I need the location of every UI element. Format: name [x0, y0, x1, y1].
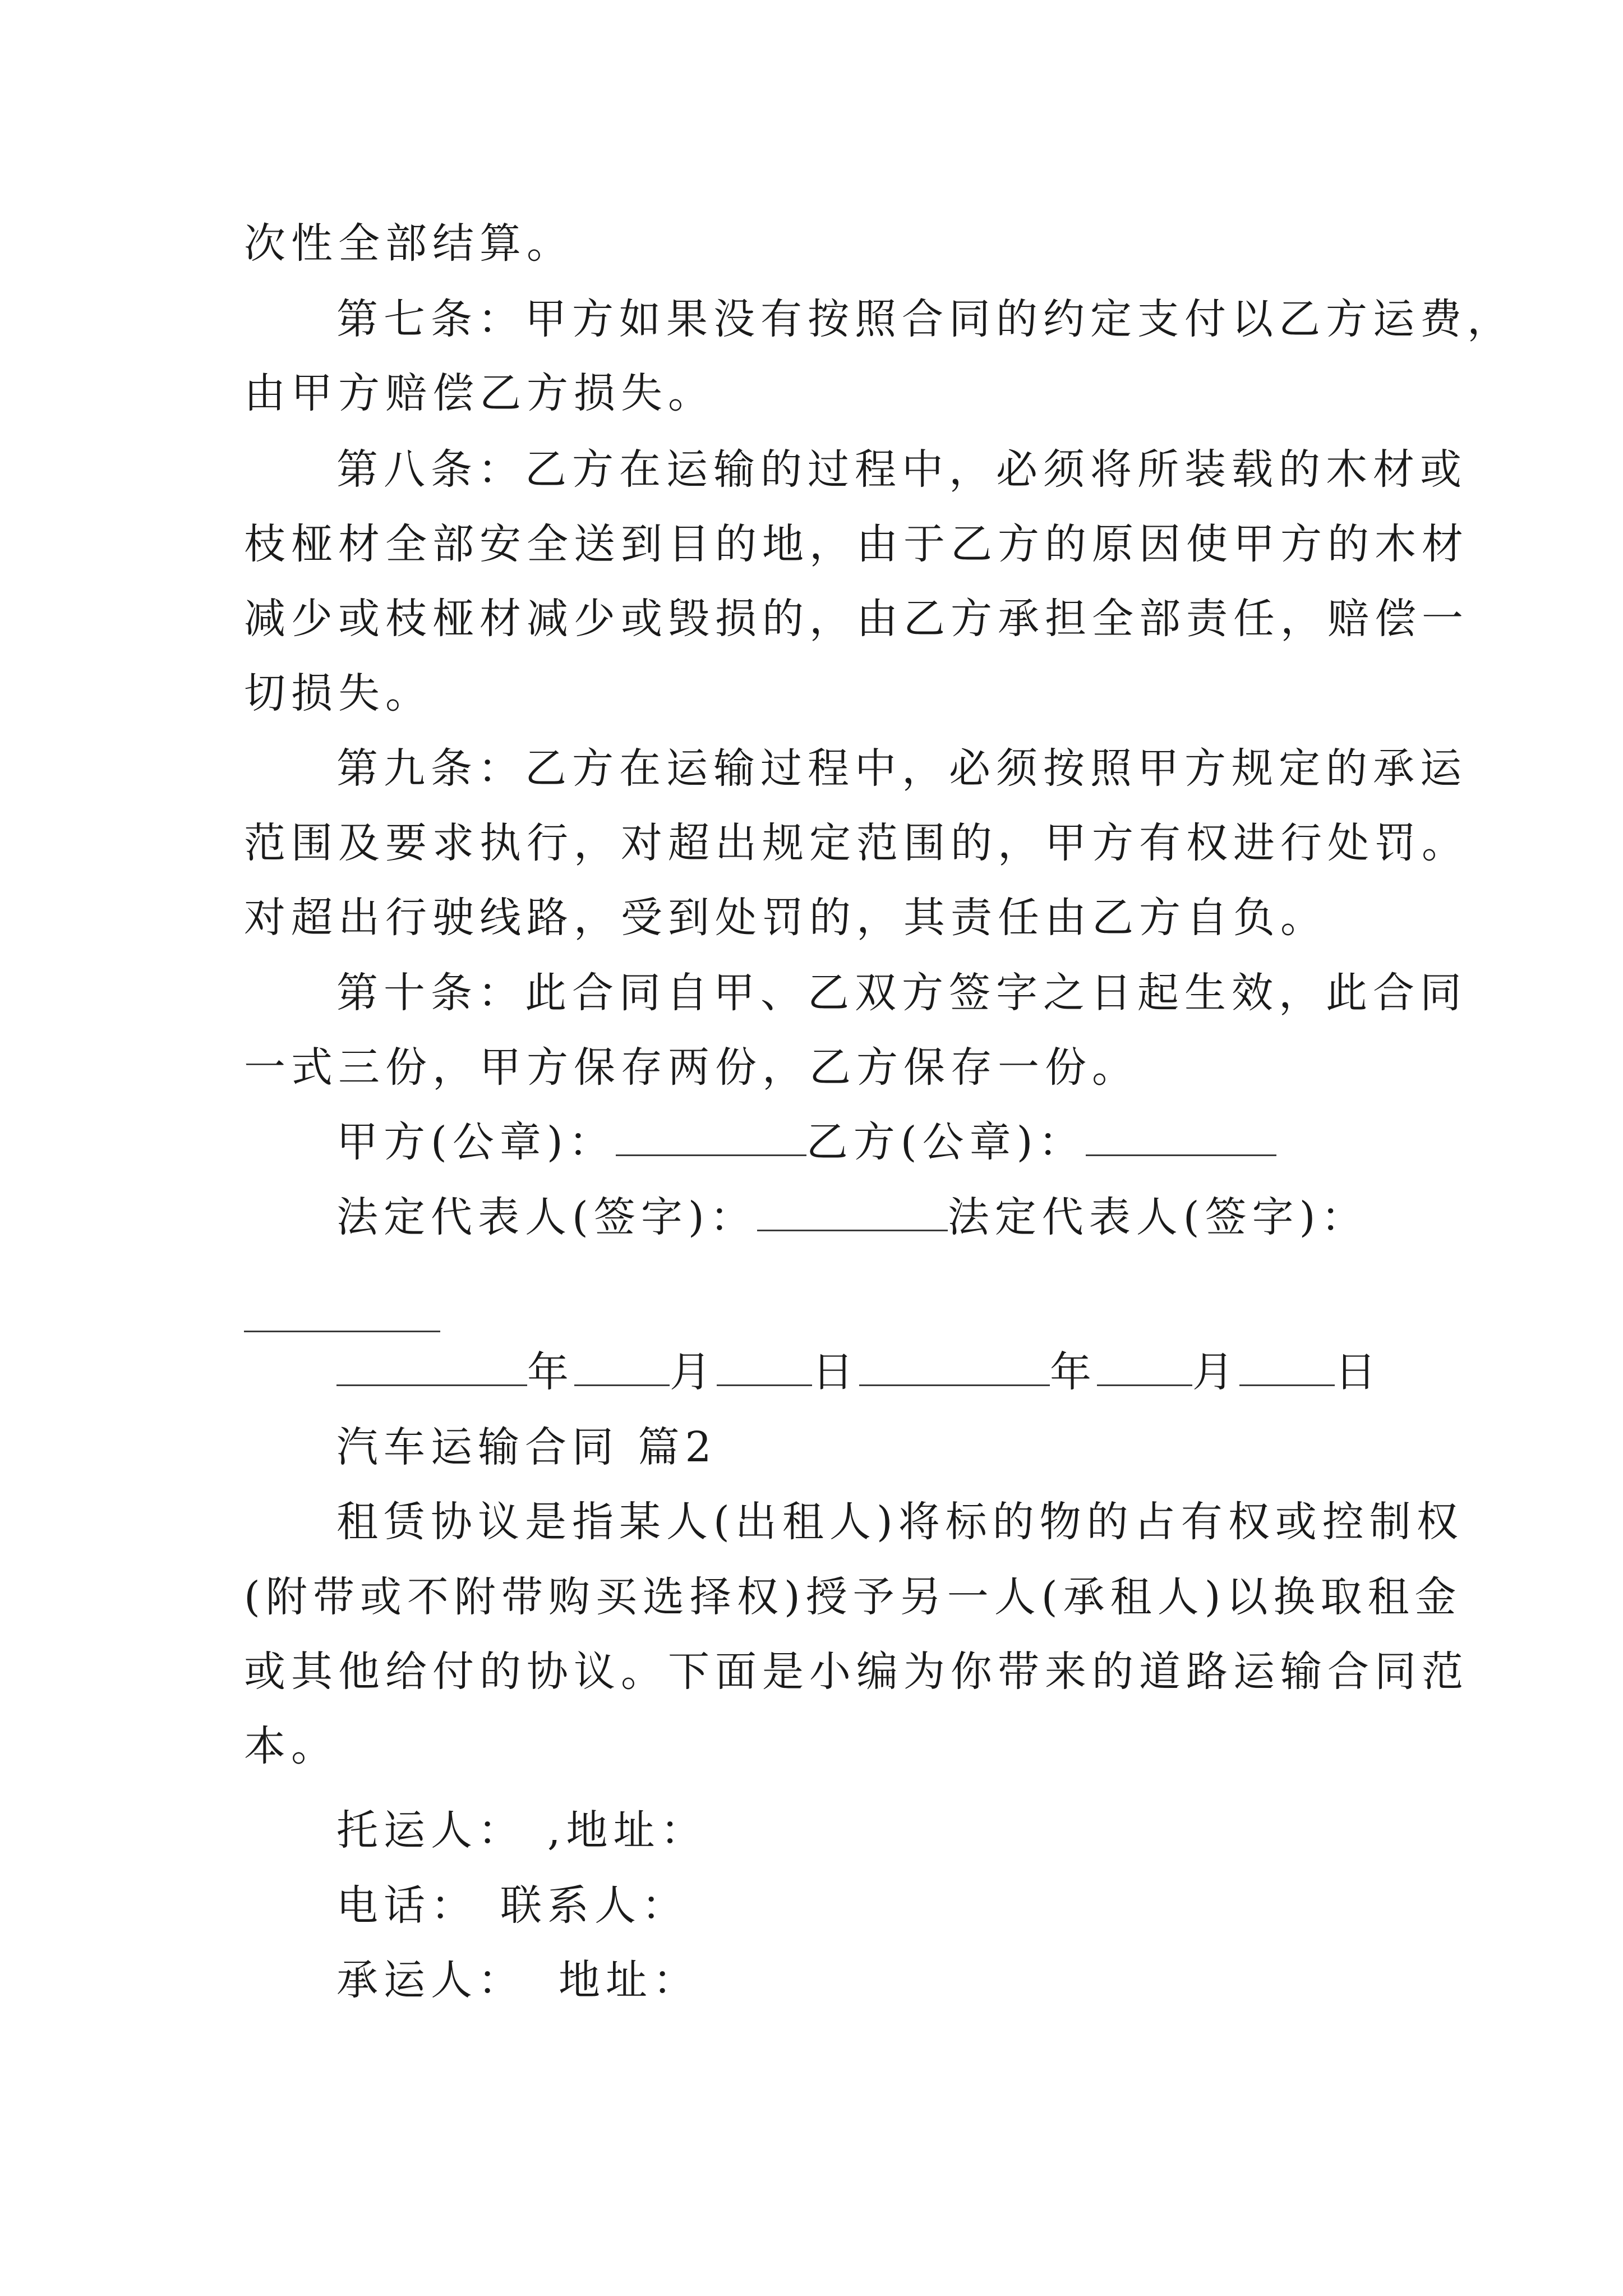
day-blank-b[interactable]: [1239, 1350, 1335, 1386]
intro-line: 租赁协议是指某人(出租人)将标的物的占有权或控制权: [336, 1498, 1464, 1546]
month-label: 月: [670, 1348, 717, 1396]
intro-line: 本。: [244, 1722, 338, 1770]
rep-a-label: 法定代表人(签字)：: [336, 1193, 757, 1241]
phone-line: [336, 1878, 689, 1934]
party-a-seal-blank[interactable]: [616, 1120, 806, 1156]
rep-b-blank[interactable]: [244, 1331, 440, 1332]
paragraph-line: 切损失。: [244, 669, 432, 717]
article-8-line: 第八条：乙方在运输的过程中，必须将所装载的木材或: [336, 445, 1467, 494]
day-label: 日: [1335, 1348, 1382, 1396]
year-blank-b[interactable]: [859, 1350, 1050, 1386]
representative-line: [336, 1189, 1368, 1245]
carrier-address-label: 地址：: [559, 1956, 700, 2004]
party-b-seal-label: 乙方(公章)：: [806, 1118, 1086, 1166]
date-line: [336, 1344, 1382, 1400]
day-label: 日: [812, 1348, 859, 1396]
party-b-seal-blank[interactable]: [1086, 1120, 1276, 1156]
shipper-line: [336, 1802, 708, 1858]
seal-line: [336, 1114, 1276, 1170]
intro-line: (附带或不附带购买选择权)授予另一人(承租人)以换取租金: [244, 1573, 1462, 1621]
party-a-seal-label: 甲方(公章)：: [336, 1118, 616, 1166]
article-10-line: 第十条：此合同自甲、乙双方签字之日起生效，此合同: [336, 969, 1467, 1017]
carrier-label: 承运人：: [336, 1956, 525, 2004]
shipper-label: 托运人：: [336, 1806, 525, 1855]
year-label: 年: [527, 1348, 574, 1396]
year-blank-a[interactable]: [336, 1350, 527, 1386]
rep-a-blank[interactable]: [757, 1195, 948, 1231]
year-label: 年: [1050, 1348, 1097, 1396]
month-blank-a[interactable]: [574, 1350, 670, 1386]
article-7-line: 第七条：甲方如果没有按照合同的约定支付以乙方运费，: [336, 295, 1514, 343]
paragraph-line: 枝桠材全部安全送到目的地，由于乙方的原因使甲方的木材: [244, 520, 1469, 568]
shipper-address-label: ,地址：: [547, 1806, 708, 1855]
paragraph-line: 由甲方赔偿乙方损失。: [244, 369, 715, 417]
month-label: 月: [1192, 1348, 1239, 1396]
carrier-line: [336, 1952, 700, 2008]
paragraph-line: 减少或枝桠材减少或毁损的，由乙方承担全部责任，赔偿一: [244, 595, 1469, 643]
paragraph-line: 对超出行驶线路，受到处罚的，其责任由乙方自负。: [244, 894, 1327, 942]
paragraph-line: 一式三份，甲方保存两份，乙方保存一份。: [244, 1043, 1139, 1092]
paragraph-line: 次性全部结算。: [244, 219, 574, 268]
article-9-line: 第九条：乙方在运输过程中，必须按照甲方规定的承运: [336, 744, 1467, 793]
contact-label: 联系人：: [500, 1881, 689, 1930]
section-title: 汽车运输合同 篇2: [336, 1423, 717, 1471]
rep-b-label: 法定代表人(签字)：: [947, 1193, 1368, 1241]
day-blank-a[interactable]: [717, 1350, 812, 1386]
intro-line: 或其他给付的协议。下面是小编为你带来的道路运输合同范: [244, 1648, 1469, 1696]
month-blank-b[interactable]: [1097, 1350, 1192, 1386]
phone-label: 电话：: [336, 1881, 478, 1930]
paragraph-line: 范围及要求执行，对超出规定范围的，甲方有权进行处罚。: [244, 819, 1469, 867]
